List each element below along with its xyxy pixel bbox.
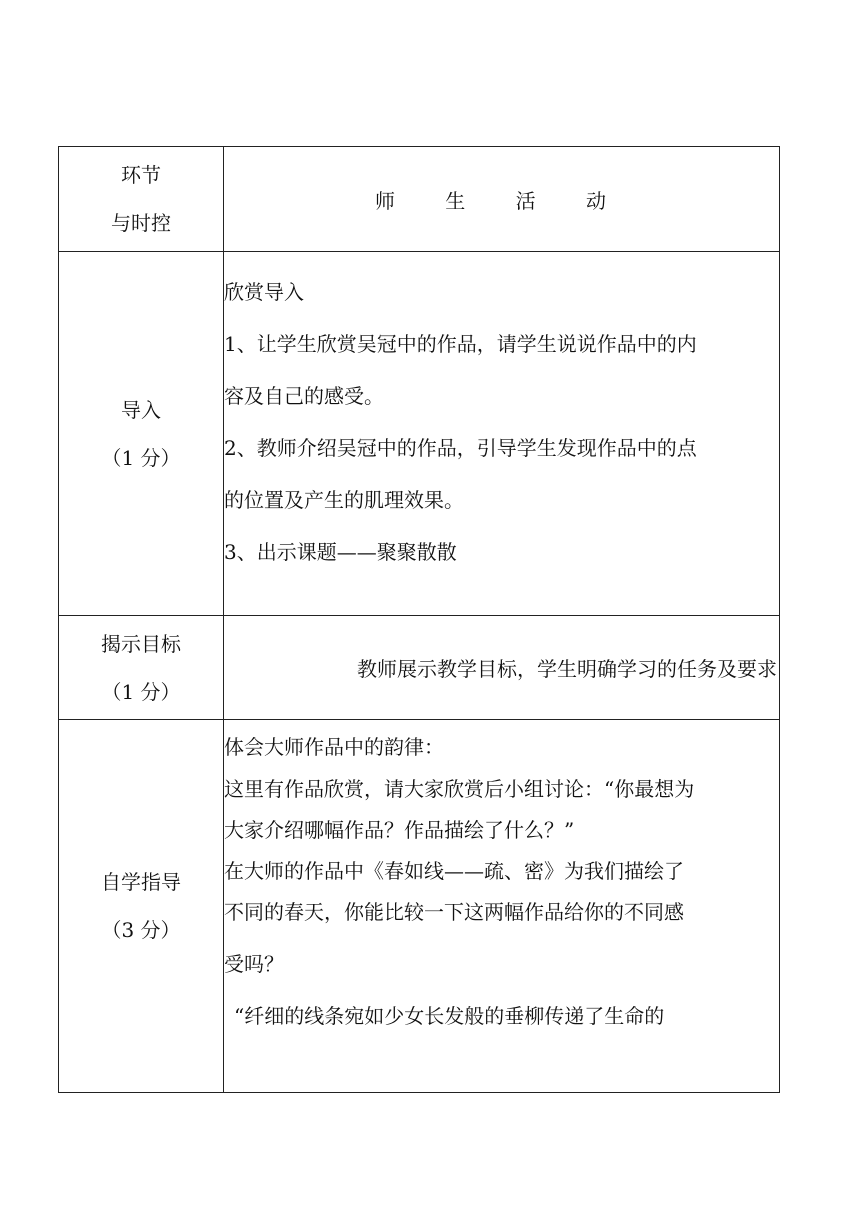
stage-time: （1 分） bbox=[101, 679, 181, 704]
activity-line: 这里有作品欣赏，请大家欣赏后小组讨论：“你最想为 bbox=[224, 777, 695, 801]
stage-name: 揭示目标 bbox=[101, 631, 181, 656]
activity-line: 2、教师介绍吴冠中的作品，引导学生发现作品中的点 bbox=[224, 436, 697, 460]
stage-cell-self-study bbox=[59, 720, 224, 1093]
activity-header-cell: 师 生 活 动 bbox=[224, 147, 780, 252]
activity-line: 在大师的作品中《春如线——疏、密》为我们描绘了 bbox=[224, 859, 684, 883]
activity-line: 体会大师作品中的韵律： bbox=[224, 735, 444, 759]
table-row bbox=[59, 252, 780, 616]
activity-line: 1、让学生欣赏吴冠中的作品，请学生说说作品中的内 bbox=[224, 332, 697, 356]
activity-line: 不同的春天，你能比较一下这两幅作品给你的不同感 bbox=[224, 900, 684, 924]
stage-time: （3 分） bbox=[101, 918, 181, 942]
activity-line: 3、出示课题——聚聚散散 bbox=[224, 540, 457, 564]
stage-header-cell bbox=[59, 147, 224, 252]
stage-name: 导入 bbox=[121, 397, 161, 422]
table-row bbox=[59, 616, 780, 720]
stage-header-line2: 与时控 bbox=[111, 211, 171, 235]
stage-header-line1: 环节 bbox=[121, 163, 161, 187]
activity-line: 容及自己的感受。 bbox=[224, 384, 384, 408]
activity-cell-goal bbox=[224, 616, 780, 720]
stage-name: 自学指导 bbox=[101, 870, 181, 894]
activity-line: 教师展示教学目标，学生明确学习的任务及要求 bbox=[357, 657, 777, 681]
stage-cell-intro bbox=[59, 252, 224, 616]
activity-line: 欣赏导入 bbox=[224, 280, 304, 304]
activity-line: 大家介绍哪幅作品？作品描绘了什么？” bbox=[224, 818, 575, 842]
activity-cell-intro bbox=[224, 252, 780, 616]
activity-line: “纤细的线条宛如少女长发般的垂柳传递了生命的 bbox=[234, 1004, 665, 1028]
table-row bbox=[59, 720, 780, 1093]
activity-line: 的位置及产生的肌理效果。 bbox=[224, 488, 464, 512]
activity-cell-self-study bbox=[224, 720, 780, 1093]
stage-cell-goal bbox=[59, 616, 224, 720]
activity-line: 受吗？ bbox=[224, 952, 284, 976]
lesson-plan-table bbox=[58, 146, 780, 1093]
stage-time: （1 分） bbox=[101, 445, 181, 470]
table-header-row bbox=[59, 147, 780, 252]
